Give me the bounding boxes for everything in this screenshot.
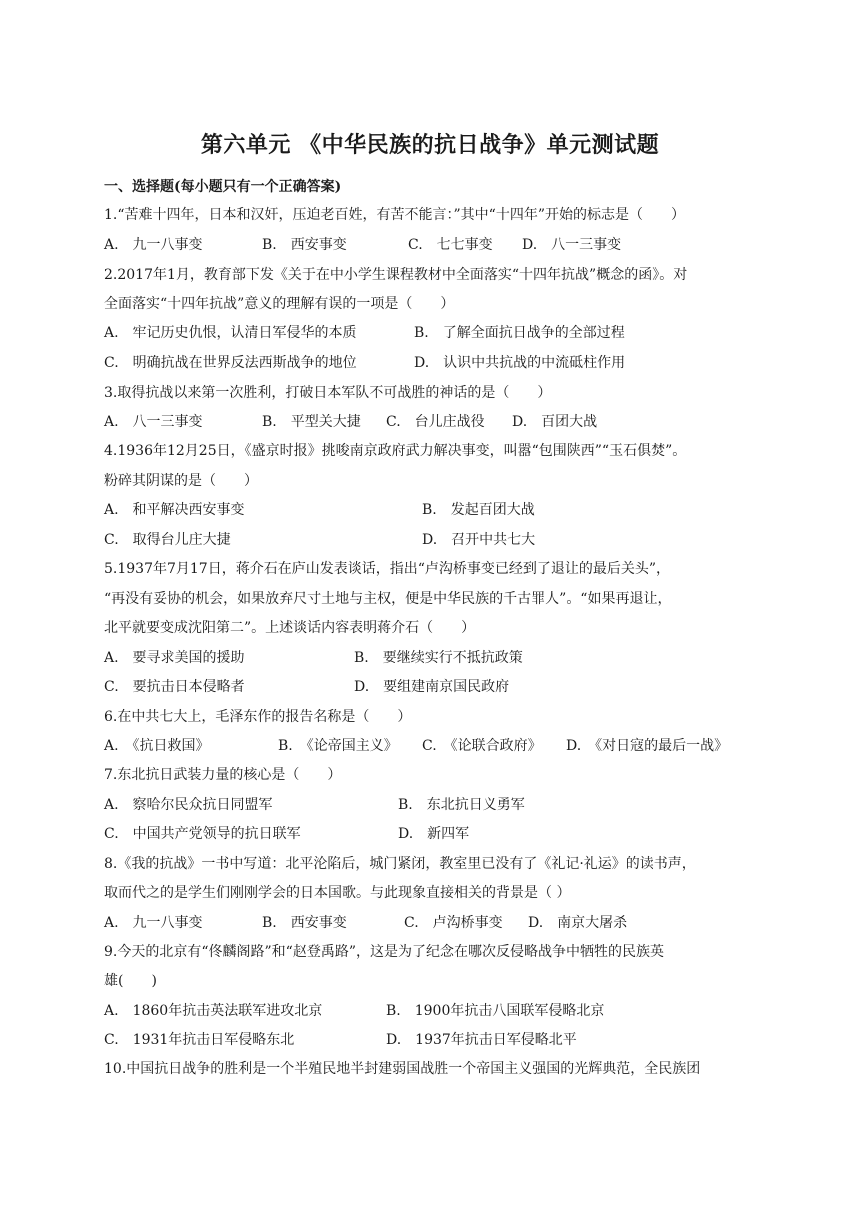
question-5-option-d: D. 要组建南京国民政府 xyxy=(354,679,510,695)
question-4-option-c: C. 取得台儿庄大捷 xyxy=(104,532,231,548)
question-7-stem: 7.东北抗日武装力量的核心是（ ） xyxy=(104,767,342,783)
question-1-option-d: D. 八一三事变 xyxy=(522,237,622,253)
question-5-option-b: B. 要继续实行不抵抗政策 xyxy=(354,650,523,666)
question-6-option-d: D. 《对日寇的最后一战》 xyxy=(566,738,729,754)
section-heading: 一、选择题(每小题只有一个正确答案) xyxy=(104,179,342,195)
question-9-stem-line-1: 9.今天的北京有“佟麟阁路”和“赵登禹路”，这是为了纪念在哪次反侵略战争中牺牲的民族英 xyxy=(104,944,664,960)
question-5-option-c: C. 要抗击日本侵略者 xyxy=(104,679,245,695)
question-7-option-b: B. 东北抗日义勇军 xyxy=(398,797,525,813)
question-5-option-a: A. 要寻求美国的援助 xyxy=(104,650,245,666)
question-5-stem-line-2: “再没有妥协的机会，如果放弃尺寸土地与主权，便是中华民族的千古罪人”。“如果再退让， xyxy=(104,591,672,607)
question-4-option-b: B. 发起百团大战 xyxy=(422,502,535,518)
question-3-option-c: C. 台儿庄战役 xyxy=(386,414,485,430)
question-4-option-a: A. 和平解决西安事变 xyxy=(104,502,245,518)
question-8-stem-line-1: 8.《我的抗战》一书中写道：北平沦陷后，城门紧闭，教室里已没有了《礼记·礼运》的读书声， xyxy=(104,856,696,872)
question-4-stem-line-2: 粉碎其阴谋的是（ ） xyxy=(104,473,258,489)
question-9-option-d: D. 1937年抗击日军侵略北平 xyxy=(386,1032,577,1048)
question-7-option-d: D. 新四军 xyxy=(398,826,470,842)
question-7-option-c: C. 中国共产党领导的抗日联军 xyxy=(104,826,301,842)
question-8-option-d: D. 南京大屠杀 xyxy=(528,915,628,931)
question-6-option-c: C. 《论联合政府》 xyxy=(422,738,542,754)
question-9-stem-line-2: 雄( ) xyxy=(104,973,157,989)
question-5-stem-line-3: 北平就要变成沈阳第二”。上述谈话内容表明蒋介石（ ） xyxy=(104,620,476,636)
page-title: 第六单元 《中华民族的抗日战争》单元测试题 xyxy=(200,132,660,158)
question-2-option-b: B. 了解全面抗日战争的全部过程 xyxy=(414,325,625,341)
question-9-option-b: B. 1900年抗击八国联军侵略北京 xyxy=(386,1003,605,1019)
question-6-option-a: A. 《抗日救国》 xyxy=(104,738,210,754)
question-5-stem-line-1: 5.1937年7月17日，蒋介石在庐山发表谈话，指出“卢沟桥事变已经到了退让的最后关头”， xyxy=(104,561,671,577)
question-8-option-b: B. 西安事变 xyxy=(262,915,347,931)
question-2-stem-line-2: 全面落实“十四年抗战”意义的理解有误的一项是（ ） xyxy=(104,296,455,312)
question-1-stem: 1.“苦难十四年，日本和汉奸，压迫老百姓，有苦不能言：”其中“十四年”开始的标志是（ ） xyxy=(104,207,685,223)
question-2-stem-line-1: 2.2017年1月，教育部下发《关于在中小学生课程教材中全面落实“十四年抗战”概念的函》。对 xyxy=(104,267,688,283)
question-4-option-d: D. 召开中共七大 xyxy=(422,532,536,548)
question-2-option-a: A. 牢记历史仇恨，认清日军侵华的本质 xyxy=(104,325,357,341)
question-9-option-c: C. 1931年抗击日军侵略东北 xyxy=(104,1032,295,1048)
question-1-option-c: C. 七七事变 xyxy=(408,237,493,253)
question-3-stem: 3.取得抗战以来第一次胜利，打破日本军队不可战胜的神话的是（ ） xyxy=(104,385,552,401)
question-8-stem-line-2: 取而代之的是学生们刚刚学会的日本国歌。与此现象直接相关的背景是（ ） xyxy=(104,885,571,901)
question-8-option-a: A. 九一八事变 xyxy=(104,915,203,931)
question-8-option-c: C. 卢沟桥事变 xyxy=(404,915,503,931)
question-4-stem-line-1: 4.1936年12月25日，《盛京时报》挑唆南京政府武力解决事变，叫嚣“包围陕西”“玉石俱焚”。 xyxy=(104,443,687,459)
question-10-stem-line-1: 10.中国抗日战争的胜利是一个半殖民地半封建弱国战胜一个帝国主义强国的光辉典范，全民族团 xyxy=(104,1061,701,1077)
question-9-option-a: A. 1860年抗击英法联军进攻北京 xyxy=(104,1003,323,1019)
question-3-option-b: B. 平型关大捷 xyxy=(262,414,361,430)
question-6-stem: 6.在中共七大上，毛泽东作的报告名称是（ ） xyxy=(104,709,412,725)
question-3-option-d: D. 百团大战 xyxy=(512,414,598,430)
question-2-option-c: C. 明确抗战在世界反法西斯战争的地位 xyxy=(104,355,357,371)
question-6-option-b: B. 《论帝国主义》 xyxy=(278,738,398,754)
question-7-option-a: A. 察哈尔民众抗日同盟军 xyxy=(104,797,273,813)
question-1-option-a: A. 九一八事变 xyxy=(104,237,203,253)
question-1-option-b: B. 西安事变 xyxy=(262,237,347,253)
question-2-option-d: D. 认识中共抗战的中流砥柱作用 xyxy=(414,355,626,371)
question-3-option-a: A. 八一三事变 xyxy=(104,414,203,430)
